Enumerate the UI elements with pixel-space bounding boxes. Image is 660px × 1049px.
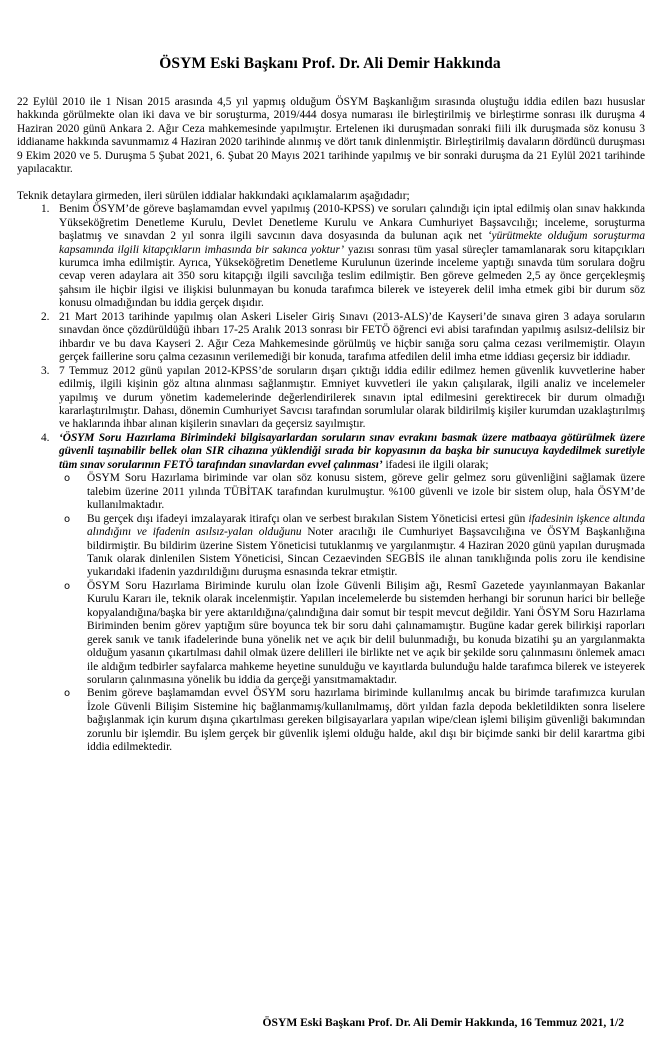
bullet-icon: o bbox=[64, 473, 71, 485]
item-text: yazısı sonrası tüm yasal süreçler tamamlanarak soru kitapçıkları kurumca imha edilmiştir. Ayrıca, Yükseköğretim Denetleme Kurulunun üzerinde inceleme yaptığı sınavda tüm sorulara doğru cevap veren adaylara ait 350 soru kitapçığı ilgili savcılığa teslim edilmiştir. Ben göreve gelmeden 2,5 ay önce gerçekleşmiş şahsım ile hiçbir ilgisi ve ilişkisi bulunmayan bu konuda tarafımca bilerek ve isteyerek delil imha etmek gibi bir durum söz konusu olmadığından bu iddia gerçek dışıdır. bbox=[59, 243, 645, 310]
list-item bbox=[17, 432, 645, 755]
item-number: 3. bbox=[41, 364, 50, 377]
list-item bbox=[17, 311, 645, 365]
item-number: 1. bbox=[41, 203, 50, 216]
item-number: 2. bbox=[41, 310, 50, 323]
item-quote: ‘yürütmekte olduğum soruşturma kapsamında ilgili kitapçıkların imhasında bir sakınca yoktur’ bbox=[59, 230, 645, 256]
item-text: 21 Mart 2013 tarihinde yapılmış olan Askeri Liseler Giriş Sınavı (2013-ALS)’de Kayseri’de sınava giren 3 adaya soruların sınavdan önce çözdürüldüğü ihbarı 17-25 Aralık 2013 sonrası bir FETÖ öğrenci evi abisi tarafından yapılmış asılsız-delilsiz bir ihbardır ve bu dava Kayseri 2. Ağır Ceza Mahkemesinde görülmüş ve hiçbir sanığa soru çalma cezası verilmemiştir. Olayın gerçek faillerine soru çalma cezasının verilemediği bir konuda, tarafıma atfedilen delil imha etme iddiası geçersiz bir iddiadır. bbox=[59, 310, 645, 364]
list-item bbox=[17, 203, 645, 311]
item-text: Benim ÖSYM’de göreve başlamamdan evvel yapılmış (2010-KPSS) ve soruları çalındığı için iptal edilmiş olan sınav hakkında Yükseköğretim Denetleme Kurulu, Devlet Denetleme Kurulu ve Ankara Cumhuriyet Başsavcılığı; inceleme, soruşturma başlatmış ve sınavdan 2 yıl sonra ilgili savcının dava dosyasında da bulunan açık net bbox=[59, 203, 645, 243]
sub-list-item bbox=[59, 513, 645, 580]
page-footer: ÖSYM Eski Başkanı Prof. Dr. Ali Demir Hakkında, 16 Temmuz 2021, 1/2 bbox=[262, 1016, 624, 1029]
sub-item-text: ÖSYM Soru Hazırlama Biriminde kurulu olan İzole Güvenli Bilişim ağı, Resmî Gazetede yayınlanmayan Bakanlar Kurulu Kararı ile, teknik olarak incelenmiştir. Yapılan incelemelerde bu sistemden herhangi bir sorunun harici bir belleğe kopyalandığına/başka bir yere aktarıldığına/çalındığına dair somut bir tespit mevcut değildir. Yani ÖSYM Soru Hazırlama Biriminden benim görev yaptığım süre boyunca tek bir soru dahi çalınamamıştır. Bugüne kadar gerek bilirkişi raporları gerek sanık ve tanık ifadelerinde buna yönelik net ve açık bir delil bulunmadığı, bu konuda bizatihi şu an yargılanmakta olduğum yasanın çıkartılması dahil olmak üzere delilleri ile birlikte net ve açık bir şekilde soru çalınmasını önlemek amacı ile aldığım tedbirler sayfalarca mahkeme heyetine sunulduğu ve kayıtlarda bulunduğu halde tarafımca bilerek ve isteyerek soruların çalınmasına yönelik bu iddia da gerçeği yansıtmamaktadır. bbox=[87, 579, 645, 687]
item-quote: ‘ÖSYM Soru Hazırlama Birimindeki bilgisayarlardan soruların sınav evrakını basmak üzere matbaaya götürülmek üzere güvenli taşınabilir bellek olan SIR cihazına yüklendiği sırada bir kopyasının da başka bir sunucuya kaydedilmek suretiyle tüm sınav sorularının FETÖ tarafından sınavlardan evvel çalınması’ bbox=[59, 431, 645, 471]
lead-paragraph: Teknik detaylara girmeden, ileri sürülen iddialar hakkındaki açıklamalarım aşağıdadır; bbox=[17, 189, 410, 202]
item-text: ifadesi ile ilgili olarak; bbox=[382, 458, 489, 471]
sub-list bbox=[59, 472, 645, 755]
sub-item-text: Bu gerçek dışı ifadeyi imzalayarak itirafçı olan ve serbest bırakılan Sistem Yöneticisi ertesi gün bbox=[87, 512, 529, 525]
item-number: 4. bbox=[41, 431, 50, 444]
intro-paragraph: 22 Eylül 2010 ile 1 Nisan 2015 arasında 4,5 yıl yapmış olduğum ÖSYM Başkanlığım sırasında oluştuğu iddia edilen bazı hususlar hakkında görülmekte olan iki dava ve bir soruşturma, 2019/444 dosya numarası ile birleştirilmiş ve birleştirme sonrası ilk duruşma 4 Haziran 2020 günü Ankara 2. Ağır Ceza mahkemesinde yapılmıştır. Ertelenen iki duruşmadan sonraki fiili ilk duruşmada söz konusu 3 iddianame hakkında savunmamız 4 Haziran 2020 tarihinde alınmış ve dört tanık dinlenmiştir. Birleştirilmiş davaların dördüncü duruşması 9 Ekim 2020 ve 5. Duruşma 5 Şubat 2021, 6. Şubat 20 Mayıs 2021 tarihinde yapılmış ve bir sonraki duruşma da 21 Eylül 2021 tarihinde yapılacaktır. bbox=[17, 96, 645, 176]
claims-list bbox=[17, 203, 645, 755]
sub-item-text: Noter aracılığı ile Cumhuriyet Başsavcılığına ve ÖSYM Başkanlığına bildirmiştir. Bu bildirim üzerine Sistem Yöneticisi tutuklanmış ve yargılanmıştır. 4 Haziran 2020 günü yapılan duruşmada Tanık olarak dinlenilen Sistem Yöneticisi, Sincan Cezaevinden SEGBİS ile alınan tanıklığında polis zoru ile kendisine yukarıdaki ifadenin yazdırıldığını duruşma esnasında tekrar etmiştir. bbox=[87, 526, 645, 579]
item-text: 7 Temmuz 2012 günü yapılan 2012-KPSS’de soruların dışarı çıktığı iddia edilir edilmez hemen güvenlik kuvvetlerine haber edilmiş, ilgili kişinin göz altına alınması sağlanmıştır. Emniyet kuvvetleri ile yakın çalışılarak, ilgili analiz ve incelemeler yapılmış ve durum yönetim kademelerinde değerlendirilerek sınavın iptal edilmesini gerektirecek bir durum olmadığı kararlaştırılmıştır. Dahası, dönemin Cumhuriyet Savcısı tarafından sorumlular olarak bildirilmiş kişiler kurumdan uzaklaştırılmış ve haklarında ihbar alınan kişilerin sınavları da geçersiz sayılmıştır. bbox=[59, 364, 645, 431]
sub-list-item bbox=[59, 472, 645, 512]
sub-list-item bbox=[59, 687, 645, 754]
list-item bbox=[17, 365, 645, 432]
paragraph-gap bbox=[17, 177, 645, 190]
document-body bbox=[17, 96, 645, 755]
sub-item-italic: ifadesinin işkence altında alındığını ve ifadenin asılsız-yalan olduğunu bbox=[87, 512, 645, 539]
document-title: ÖSYM Eski Başkanı Prof. Dr. Ali Demir Hakkında bbox=[159, 55, 501, 72]
bullet-icon: o bbox=[64, 580, 71, 592]
bullet-icon: o bbox=[64, 513, 71, 525]
sub-item-text: ÖSYM Soru Hazırlama biriminde var olan söz konusu sistem, göreve gelir gelmez soru güvenliğini sağlamak üzere talebim üzerine 2011 yılında TÜBİTAK tarafından kurulmuştur. %100 güvenli ve izole bir sistem olup, hala ÖSYM’de kullanılmaktadır. bbox=[87, 472, 645, 512]
sub-item-text: Benim göreve başlamamdan evvel ÖSYM soru hazırlama biriminde kullanılmış ancak bu birimde tarafımızca kurulan İzole Güvenli Bilişim Sistemine hiç bağlanmamış/kullanılmamış, dört yıldan fazla depoda bekletildikten sonra liselere bağışlanmak için kurum dışına çıkartılması gereken bilgisayarlara yapılan wipe/clean işlemi bilişim güvenliği bakımından zorunlu bir işlemdir. Bu işlem gerçek bir güvenlik işlemi olduğu halde, akıl dışı bir biçimde sanki bir delil karartma gibi iddia edilmektedir. bbox=[87, 687, 645, 754]
bullet-icon: o bbox=[64, 688, 71, 700]
sub-list-item bbox=[59, 580, 645, 688]
